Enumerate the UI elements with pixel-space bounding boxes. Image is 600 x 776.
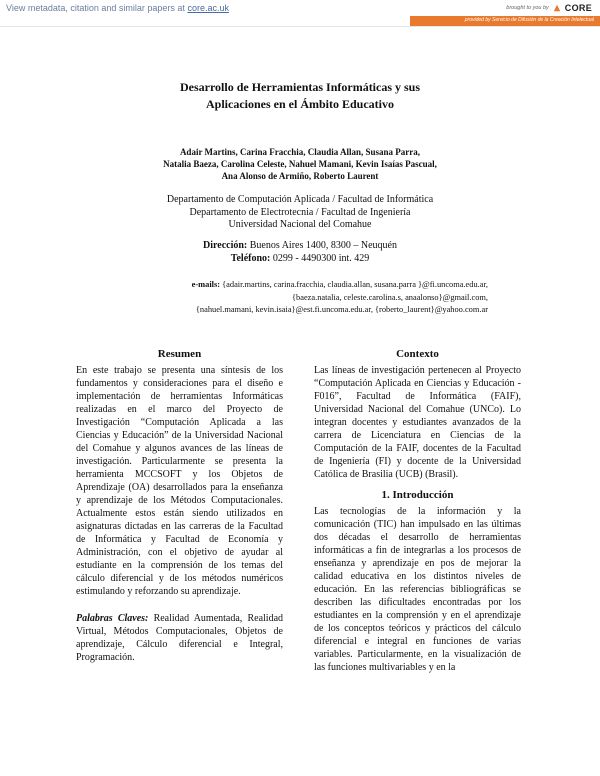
brought-to-you-text: brought to you by [506,5,549,11]
provided-by-strip [410,16,600,26]
introduccion-heading: 1. Introducción [381,489,454,501]
core-logo-icon [553,4,561,12]
affiliations [0,194,600,232]
resumen-heading: Resumen [157,348,202,360]
phone-label: Teléfono: [230,252,271,264]
core-link[interactable]: core.ac.uk [187,3,229,13]
core-banner [0,0,600,27]
author-list [0,146,600,182]
title-line-1: Desarrollo de Herramientas Informáticas y sus [179,80,421,94]
affiliation-1: Departamento de Computación Aplicada / Facultad de Informática [166,194,434,205]
title-line-2: Aplicaciones en el Ámbito Educativo [206,97,394,111]
emails-line-2: {baeza.natalia, celeste.carolina.s, anaalonso}@gmail.com, [292,292,488,302]
emails-label: e-mails [191,280,218,289]
metadata-text: View metadata, citation and similar papers at [6,3,185,13]
authors-line-3: Ana Alonso de Armiño, Roberto Laurent [221,171,379,181]
contexto-body: Las líneas de investigación pertenecen al Proyecto “Computación Aplicada en Ciencias y Educación - F016”, Facultad de Informática (FAIF), Universidad Nacional del Comahue (UNCo). Lo integran docentes y estudiantes avanzados de la carrera de Licenciatura en Ciencias de la Computación de la FAIF, docentes de la Facultad de Ingeniería (FI) y docente de la Universidad Católica de Brasilia (UCB) (Brasil). [314,365,521,480]
resumen-body: En este trabajo se presenta una síntesis de los fundamentos y consideraciones para el diseño e implementación de herramientas Informáticas realizadas en el marco del Proyecto de Investigación “Computación Aplicada a las Ciencias y Educación” de la Universidad Nacional del Comahue y algunos avances de las líneas de investigación. Particularmente se presenta la herramienta MCCSOFT y los Objetos de Aprendizaje (OA) desarrollados para la enseñanza y aprendizaje de los Métodos Computacionales. Actualmente estos están siendo utilizados en asignaturas dictadas en las carreras de la Facultad de Informática y Facultad de Economía y Administración, con el objetivo de ayudar al estudiante en la comprensión de los temas del cálculo diferencial y de los métodos numéricos estimulando y reforzando su aprendizaje. [76,365,283,597]
address-value: Buenos Aires 1400, 8300 – Neuquén [249,240,397,251]
introduccion-body: Las tecnologías de la información y la comunicación (TIC) han impulsado en las últimas dos décadas el desarrollo de herramientas informáticas a fin de integrarlas a los procesos de enseñanza y aprendizaje en pos de mejorar la calidad educativa en los distintos niveles de educación. En las referencias bibliográficas se describen las dificultades encontradas por los estudiantes en la comprensión y en el aprendizaje de los conceptos teóricos y prácticos del cálculo diferencial e integral en funciones de varias variables. Particularmente, en la visualización de las funciones multivariables y en la [314,506,521,673]
keywords-label: Palabras Claves: [76,613,149,624]
core-brand[interactable] [506,2,592,14]
address-label: Dirección: [203,240,248,251]
paper-title [0,79,600,113]
address-line [0,240,600,253]
emails-line-3: {nahuel.mamani, kevin.isaia}@est.fi.uncoma.edu.ar, {roberto_laurent}@yahoo.com.ar [195,305,488,315]
right-column [314,348,521,674]
phone-value: 0299 - 4490300 int. 429 [272,252,370,264]
authors-line-1: Adair Martins, Carina Fracchia, Claudia Allan, Susana Parra, [179,147,421,157]
keywords-list: Realidad Aumentada, Realidad Virtual, Métodos Computacionales, Objetos de aprendizaje, Cálculo diferencial e Integral, Programación. [76,613,284,663]
keywords [76,612,283,664]
contact-address [0,240,600,265]
phone-line [0,253,600,266]
affiliation-3: Universidad Nacional del Comahue [228,219,372,230]
metadata-notice [6,3,229,13]
left-column [76,348,283,664]
provided-by-text: provided by Servicio de Difusión de la Creación Intelectual [464,17,594,23]
core-logo-text: CORE [564,3,592,13]
email-list [100,279,488,317]
affiliation-2: Departamento de Electrotecnia / Facultad de Ingeniería [189,206,411,218]
emails-line-1: e-mails: {adair.martins, carina.fracchia, claudia.allan, susana.parra }@fi.uncoma.edu.ar, [191,280,488,289]
authors-line-2: Natalia Baeza, Carolina Celeste, Nahuel Mamani, Kevin Isaías Pascual, [163,159,437,169]
contexto-heading: Contexto [396,348,439,360]
emails-text-1: {adair.martins, carina.fracchia, claudia.allan, susana.parra }@fi.uncoma.edu.ar, [222,280,488,289]
